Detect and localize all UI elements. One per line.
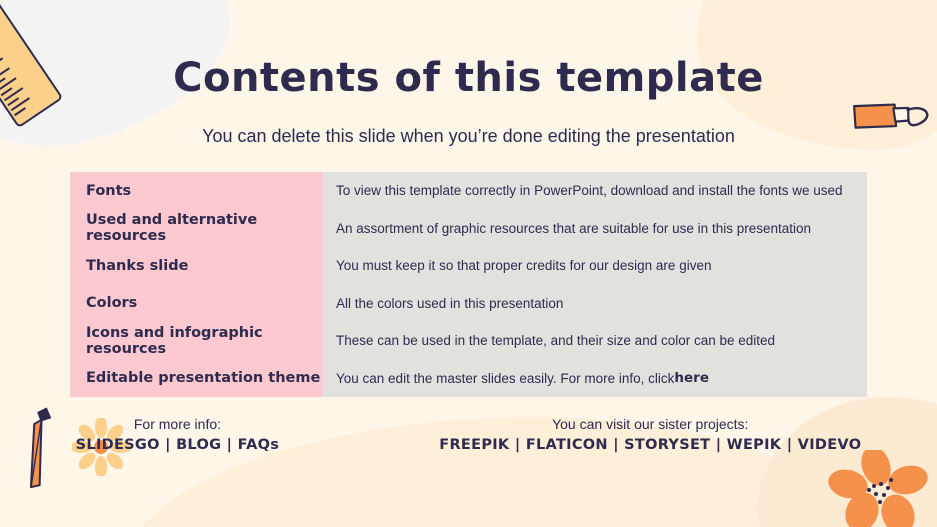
link-slidesgo[interactable]: SLIDESGO (75, 437, 160, 453)
link-faqs[interactable]: FAQs (237, 437, 280, 453)
table-row-description: You must keep it so that proper credits for our design are given (336, 258, 712, 274)
table-row-description: To view this template correctly in PowerPoint, download and install the fonts we used (336, 183, 843, 199)
contents-table (70, 172, 867, 397)
link-storyset[interactable]: STORYSET (624, 437, 711, 453)
footer-separator: | (786, 437, 793, 453)
footer (0, 416, 937, 453)
footer-separator: | (514, 437, 521, 453)
table-row-label: Thanks slide (86, 257, 189, 274)
contents-table-descriptions-column (323, 172, 867, 397)
link-videvo[interactable]: VIDEVO (797, 437, 862, 453)
footer-separator: | (613, 437, 619, 453)
footer-separator: | (165, 437, 171, 453)
table-row-label: Colors (86, 295, 138, 312)
flower-orange-icon (818, 450, 937, 527)
footer-sister-projects (439, 416, 861, 453)
table-row-label: Used and alternative resources (86, 212, 258, 245)
table-row-description-text: You can edit the master slides easily. For more info, click (336, 370, 675, 386)
footer-sister-projects-links (439, 437, 861, 453)
contents-table-labels-column (70, 172, 323, 397)
footer-more-info (76, 416, 280, 453)
table-row-description: These can be used in the template, and their size and color can be edited (336, 333, 776, 349)
footer-more-info-links (76, 437, 280, 453)
link-flaticon[interactable]: FLATICON (525, 437, 608, 453)
footer-more-info-label: For more info: (133, 416, 222, 432)
link-freepik[interactable]: FREEPIK (439, 437, 510, 453)
link-blog[interactable]: BLOG (176, 437, 222, 453)
table-row-label: Fonts (86, 182, 132, 199)
footer-separator: | (715, 437, 722, 453)
table-row-description: An assortment of graphic resources that are suitable for use in this presentation (336, 220, 812, 236)
ruler-tick (14, 107, 26, 116)
page-subtitle: You can delete this slide when you’re done editing the presentation (202, 126, 735, 146)
page-title: Contents of this template (173, 55, 764, 101)
here-link[interactable]: here (674, 370, 709, 387)
link-wepik[interactable]: WEPIK (726, 437, 782, 453)
table-row-description: All the colors used in this presentation (336, 295, 564, 311)
table-row-description (323, 360, 867, 398)
footer-separator: | (226, 437, 233, 453)
table-row-label: Editable presentation theme (86, 370, 321, 387)
table-row-label: Icons and infographic resources (86, 324, 263, 357)
footer-sister-projects-label: You can visit our sister projects: (552, 416, 749, 432)
